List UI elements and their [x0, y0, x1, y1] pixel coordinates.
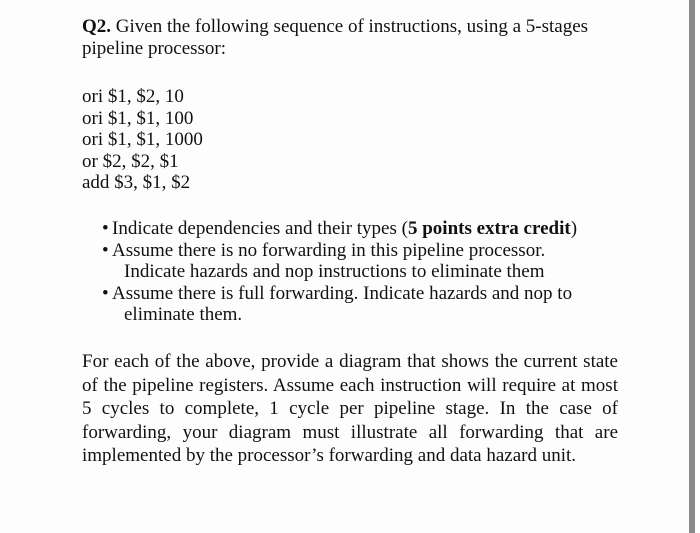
instruction: add $3, $1, $2 — [82, 172, 191, 193]
bullet-icon: • — [102, 218, 109, 239]
question-intro-line1: Given the following sequence of instructions, using a 5-stages — [111, 16, 589, 37]
task-item-full-forwarding — [102, 283, 602, 326]
bullet-icon: • — [102, 282, 109, 304]
task-list — [102, 218, 602, 326]
task-item-dependencies — [102, 218, 602, 240]
paragraph-line: and data hazard unit. — [417, 445, 577, 466]
page-edge-margin — [695, 0, 700, 533]
task-continuation: eliminate them. — [124, 304, 243, 325]
paragraph-line: In the case of forwarding, your diagram must illustrate all — [82, 398, 619, 443]
bullet-icon: • — [102, 239, 109, 261]
task-continuation: Indicate hazards and nop instructions to eliminate them — [124, 261, 545, 282]
paragraph-line: require at most 5 cycles to complete, 1 cycle per pipeline stage. — [82, 374, 618, 419]
question-number: Q2. — [82, 16, 112, 37]
instruction: ori $1, $1, 100 — [82, 107, 194, 129]
paragraph-line: For each of the above, provide a diagram that shows the current — [82, 351, 578, 372]
extra-credit-label: 5 points extra credit — [407, 218, 571, 239]
task-text: Assume there is full forwarding. Indicate hazards and nop to — [112, 282, 573, 304]
task-text: Indicate dependencies and their types ( — [112, 218, 408, 239]
paragraph-line: state of the pipeline registers. Assume each instruction will — [82, 351, 618, 396]
instruction-list — [82, 86, 203, 194]
instructions-paragraph — [82, 350, 618, 468]
task-text-tail: ) — [570, 218, 578, 239]
paragraph-line: forwarding that are implemented by the processor’s forwarding — [82, 421, 618, 466]
question-intro-line2: pipeline processor: — [82, 38, 227, 59]
question-header — [82, 16, 622, 60]
instruction: ori $1, $2, 10 — [82, 86, 184, 107]
instruction: or $2, $2, $1 — [82, 150, 179, 172]
task-text: Assume there is no forwarding in this pipeline processor. — [112, 239, 546, 261]
instruction: ori $1, $1, 1000 — [82, 129, 203, 150]
task-item-no-forwarding — [102, 240, 602, 283]
